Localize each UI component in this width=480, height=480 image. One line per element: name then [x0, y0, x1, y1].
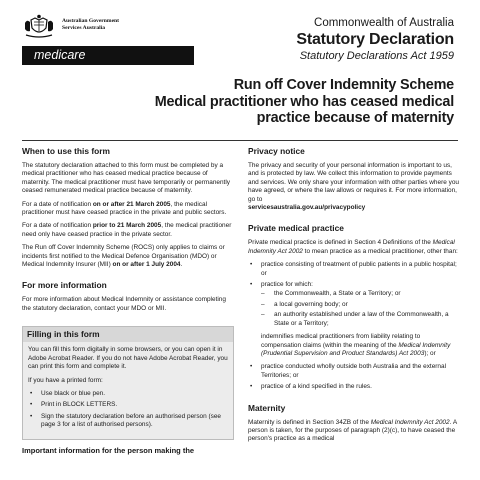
act-name: Statutory Declarations Act 1959 [299, 50, 454, 62]
filling-in-list [23, 390, 233, 430]
list-item: – an authority established under a law of the Commonwealth, a State or a Territory; [261, 311, 449, 327]
list-item: • practice consisting of treatment of public patients in a public hospital; or [250, 261, 457, 277]
private-practice-list-continued [248, 363, 460, 391]
list-item: • Sign the statutory declaration before an authorised person (see page 3 for a list of authorised persons). [30, 412, 222, 429]
filling-in-form-box [22, 326, 234, 439]
dash-icon: – [261, 300, 265, 308]
privacy-link[interactable]: servicesaustralia.gov.au/privacypolicy [248, 204, 366, 212]
when-paragraph-2: For a date of notification on or after 21 March 2005, the medical practitioner must have ceased practice in the private and public sectors. [22, 200, 227, 217]
right-column [248, 146, 460, 449]
practice-for-which-list [261, 290, 460, 328]
bullet-icon: • [250, 383, 253, 391]
private-practice-heading: Private medical practice [248, 223, 344, 234]
dash-icon: – [261, 290, 265, 298]
filling-in-heading: Filling in this form [23, 327, 233, 342]
list-item: – the Commonwealth, a State or a Territory; or [261, 290, 401, 298]
privacy-heading: Privacy notice [248, 146, 305, 156]
title-line-1: Run off Cover Indemnity Scheme [233, 77, 454, 93]
list-item: • Print in BLOCK LETTERS. [30, 401, 118, 409]
when-paragraph-3: For a date of notification prior to 21 March 2005, the medical practitioner need only have ceased practice in the private sector. [22, 222, 232, 238]
bullet-icon: • [250, 281, 253, 289]
filling-in-paragraph-2: If you have a printed form: [28, 376, 103, 384]
when-paragraph-1: The statutory declaration attached to this form must be completed by a medical practitioner who has ceased medical practice because of maternity. The medical practitioner must have temporarily or permanently ceased remunerated medical practice because of maternity. [22, 162, 230, 195]
dash-icon: – [261, 311, 265, 319]
bullet-icon: • [30, 412, 33, 420]
list-item: • Use black or blue pen. [30, 389, 106, 397]
coat-of-arms-icon [22, 14, 56, 40]
when-heading: When to use this form [22, 146, 110, 156]
bullet-icon: • [250, 261, 253, 269]
medicare-brand-bar: medicare [22, 46, 194, 65]
government-wordmark [62, 18, 119, 32]
list-item: • practice of a kind specified in the rules. [250, 383, 372, 391]
header-divider [22, 140, 458, 141]
list-item: • practice for which: – the Commonwealth, a State or a Territory; or – a local governing body; or – an authority established under a law of the Commonwealth, a State or a Territory; [248, 281, 460, 328]
bullet-icon: • [30, 401, 33, 409]
list-item: – a local governing body; or [261, 300, 348, 308]
more-info-paragraph: For more information about Medical Indemnity or assistance completing the statutory declaration, contact your MDO or MII. [22, 296, 226, 312]
when-paragraph-4: The Run off Cover Indemnity Scheme (ROCS) only applies to claims or incidents first notified to the Medical Defence Organisation (MDO) or Medical Indemnity Insurer (MII) on or after 1 July 2004. [22, 244, 225, 269]
important-info-heading: Important information for the person making the [22, 445, 195, 455]
gov-line-2: Services Australia [62, 25, 106, 31]
maternity-paragraph: Maternity is defined in Section 34ZB of the Medical Indemnity Act 2002. A person is taken, for the purposes of paragraph (2)(c), to have ceased the person's practice as a medical [248, 418, 457, 443]
bullet-icon: • [30, 389, 33, 397]
list-item: • practice conducted wholly outside both Australia and the external Territories; or [250, 363, 447, 379]
privacy-paragraph: The privacy and security of your personal information is important to us, and is protected by law. We collect this information to provide payments and services. We only share your information with other parties where you have agreed, or where the law allows or requires it. For more information, go to servicesaustralia.gov.au/privacypolicy [248, 162, 459, 212]
maternity-heading: Maternity [248, 402, 286, 413]
private-practice-paragraph: Private medical practice is defined in Section 4 Definitions of the Medical Indemnity Act 2002 to mean practice as a medical practitioner, other than: [248, 239, 458, 255]
document-header [296, 16, 454, 63]
gov-line-1: Australian Government [62, 18, 120, 24]
private-practice-list [248, 261, 460, 328]
document-type: Statutory Declaration [296, 31, 454, 48]
page-title [155, 77, 454, 127]
filling-in-paragraph-1: You can fill this form digitally in some browsers, or you can open it in Adobe Acrobat Reader. If you do not have Adobe Acrobat Reader, you can print this form and complete it. [28, 346, 228, 371]
left-column [22, 146, 234, 456]
title-line-3: practice because of maternity [256, 110, 454, 126]
indemnifies-paragraph: indemnifies medical practitioners from liability relating to compensation claims (within the meaning of the Medical Indemnity (Prudential Supervision and Product Standards) Act 2003); or [261, 333, 451, 357]
more-info-heading: For more information [22, 280, 107, 291]
title-line-2: Medical practitioner who has ceased medical [154, 93, 454, 110]
bullet-icon: • [250, 363, 253, 371]
org-name: Commonwealth of Australia [314, 17, 454, 29]
